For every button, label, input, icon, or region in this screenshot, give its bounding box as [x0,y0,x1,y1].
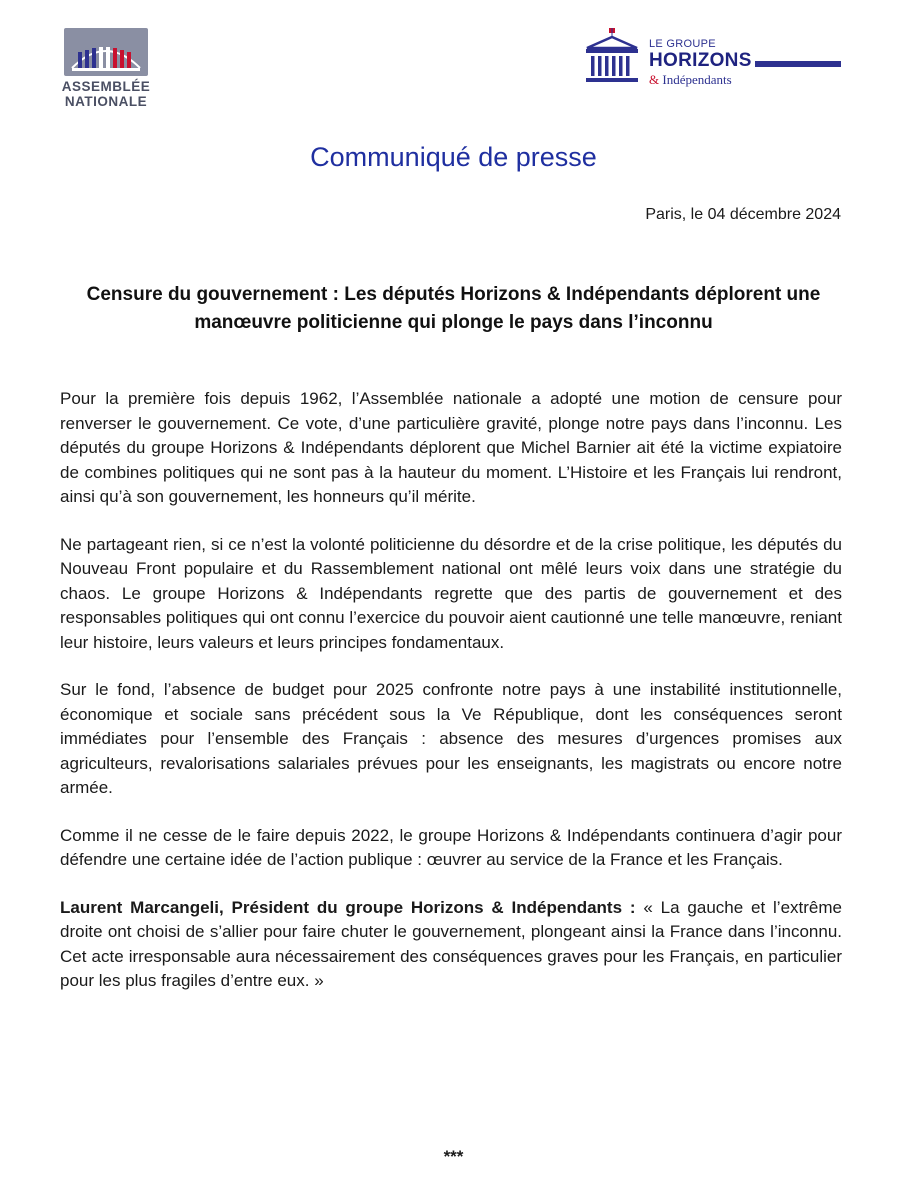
horizons-logo-amp: & [649,72,660,87]
paragraph-4: Comme il ne cesse de le faire depuis 2022, le groupe Horizons & Indépendants continuera d’agir pour défendre une certaine idée de l’action publique : œuvrer au service de la France et les Français. [60,825,842,869]
logo-line-1: ASSEMBLÉE [61,79,151,94]
horizons-logo-sub [649,72,732,88]
paragraph-2: Ne partageant rien, si ce n’est la volonté politicienne du désordre et de la crise politique, les députés du Nouveau Front populaire et du Rassemblement national ont mêlé leurs voix dans une stratégie du chaos. Le groupe Horizons & Indépendants regrette que des partis de gouvernement et des responsables politiques qui ont connu l’exercice du pouvoir aient cautionné une telle manœuvre, reniant leur histoire, leurs valeurs et leurs principes fondamentaux. [60,534,842,652]
page-title: Communiqué de presse [310,142,597,172]
logo-line-2: NATIONALE [64,94,148,109]
quote-text: « La gauche et l’extrême droite ont choisi de s’allier pour faire chuter le gouvernement, plongeant ainsi la France dans l’inconnu. Cet acte irresponsable aura nécessairement des conséquences graves pour les Français, en particulier pour les plus fragiles d’entre eux. » [60,897,842,990]
press-headline: Censure du gouvernement : Les députés Horizons & Indépendants déplorent une manœuvre politicienne qui plonge le pays dans l’inconnu [86,284,821,333]
assemblee-nationale-wordmark [60,79,152,109]
assemblee-nationale-logo-icon [64,28,148,76]
press-body [60,387,842,1017]
assemblee-nationale-logo [60,28,152,109]
horizons-logo [583,28,843,92]
quote-speaker: Laurent Marcangeli, Président du groupe Horizons & Indépendants : [60,897,636,917]
horizons-building-icon [583,28,641,88]
quote-paragraph [60,896,842,994]
horizons-logo-sub-text: Indépendants [659,72,732,87]
horizons-logo-bar [755,61,841,67]
paragraph-3: Sur le fond, l’absence de budget pour 2025 confronte notre pays à une instabilité institutionnelle, économique et sociale sans précédent sous la Ve République, dont les conséquences seront immédiates pour l’ensemble des Français : absence des mesures d’urgences promises aux agriculteurs, revalorisations salariales prévues pour les enseignants, les magistrats ou encore notre armée. [60,680,842,797]
horizons-logo-small: LE GROUPE [649,38,716,50]
paragraph-1: Pour la première fois depuis 1962, l’Assemblée nationale a adopté une motion de censure pour renverser le gouvernement. Ce vote, d’une particulière gravité, plonge notre pays dans l’inconnu. Les députés du groupe Horizons & Indépendants déplorent que Michel Barnier ait été la victime expiatoire de combines politiques qui ne sont pas à la hauteur du moment. L’Histoire et les Français lui rendront, ainsi qu’à son gouvernement, les honneurs qu’il mérite. [60,389,842,506]
footer-mark: *** [443,1147,464,1166]
horizons-logo-main: HORIZONS [649,50,752,71]
press-date: Paris, le 04 décembre 2024 [645,206,841,223]
